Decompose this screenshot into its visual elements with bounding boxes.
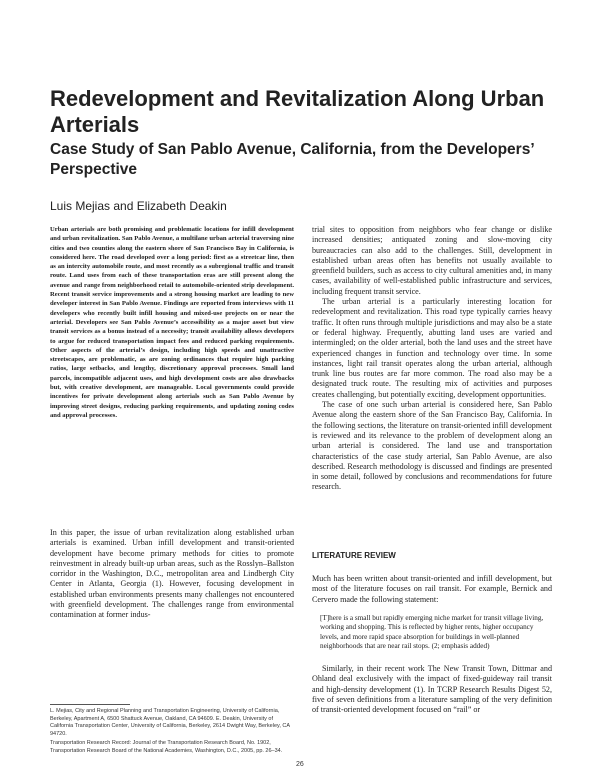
page-number: 26: [296, 761, 304, 768]
intro-paragraph: [50, 528, 294, 621]
literature-intro-text: Much has been written about transit-oriented and infill development, but most of the literature focuses on rail transit. For example, Bernick and Cervero made the following statement:: [312, 574, 552, 604]
literature-review-continued: [312, 664, 552, 715]
section-heading-literature-review: LITERATURE REVIEW: [312, 551, 396, 560]
body-paragraph-2: The urban arterial is a particularly interesting location for redevelopment and revitalization. This road type typically carries heavy traffic. It often runs through multiple jurisdictions and may also be a state or federal highway. Frequently, abutting land uses are varied and intermingled; on the older arterial, both the land uses and the street have experienced changes in function and technology over time. In some instances, light rail transit operates along the urban arterial, although trunk line bus routes are far more common. The road also may be a designated truck route. The resulting mix of activities and purposes creates challenging, but potentially exciting, development opportunities.: [312, 297, 552, 399]
abstract-text: Urban arterials are both promising and problematic locations for infill development and urban revitalization. San Pablo Avenue, a multilane urban arterial traversing nine cities and two counties along the eastern shore of San Francisco Bay in California, is considered here. The road developed over a long period: first as a streetcar line, then as an intercity automobile route, and most recently as a subregional traffic and transit route. Land uses from each of these transportation eras are still present along the avenue and range from neighborhood retail to automobile-oriented strip development. Recent transit service improvements and a strong housing market are leading to new developer interest in San Pablo Avenue. Findings are reported from interviews with 11 developers who recently built infill housing and mixed-use projects on or near the arterial. Developers see San Pablo Avenue’s accessibility as a major asset but view transit services as a bonus instead of a necessity; transit availability allows developers to argue for reduced transportation impact fees and reduced parking requirements. Other aspects of the arterial’s design, including high speeds and unattractive streetscapes, are problematic, as are zoning ordinances that require high parking ratios, large setbacks, and lengthy, discretionary approval processes. Small land parcels, incompatible adjacent uses, and high development costs are also drawbacks but, with creative development, are manageable. Local governments could provide incentives for private development along arterials such as San Pablo Avenue by improving street designs, reducing parking requirements, and updating zoning codes and approval processes.: [50, 226, 294, 419]
right-column-body: [312, 225, 552, 493]
article-title: Redevelopment and Revitalization Along Urban Arterials: [50, 86, 545, 137]
article-authors: Luis Mejias and Elizabeth Deakin: [50, 199, 227, 213]
author-affiliations: L. Mejias, City and Regional Planning and Transportation Engineering, University of California, Berkeley, Apartment A, 6500 Shattuck Avenue, Oakland, CA 94609. E. Deakin, University of California Transportation Center, University of California, Berkeley, 2614 Dwight Way, Berkeley, CA 94720.: [50, 708, 290, 737]
body-paragraph-3: The case of one such urban arterial is considered here, San Pablo Avenue along the eastern shore of the San Francisco Bay, California. In the following sections, the literature on transit-oriented infill development is reviewed and its relevance to the problem of development along an urban arterial is considered. The land use and transportation characteristics of the case study arterial, San Pablo Avenue, are also described. Research methodology is discussed and findings are presented in some detail, followed by conclusions and recommendations for future research.: [312, 400, 552, 492]
literature-review-intro: [312, 574, 552, 605]
body-paragraph-1: trial sites to opposition from neighbors who fear change or dislike increased densities; antiquated zoning and slow-moving city bureaucracies can also add to the challenges. Still, development in established urban areas often has benefits not usually available to greenfield builders, such as access to city cultural amenities and, in many cases, availability of well-established public infrastructure and services, including frequent transit service.: [312, 225, 552, 296]
footnote-divider: [50, 704, 130, 705]
literature-continued-text: Similarly, in their recent work The New Transit Town, Dittmar and Ohland deal exclusively with the impact of fixed-guideway rail transit and high-density development (1). In TCRP Research Results Digest 52, five of seven definitions from a literature sampling of the very definition of transit-oriented development focused on “rail” or: [312, 664, 552, 715]
article-subtitle: Case Study of San Pablo Avenue, California, from the Developers’ Perspective: [50, 141, 534, 178]
journal-citation: Transportation Research Record: Journal of the Transportation Research Board, No. 1902, Transportation Research Board of the National Academies, Washington, D.C., 2005, pp. 26–34.: [50, 740, 283, 754]
block-quote: [T]here is a small but rapidly emerging niche market for transit village living, working and shopping. This is reflected by higher rents, higher occupancy levels, and more rapid space absorption for buildings in well-planned neighborhoods that are near rail stops. (2; emphasis added): [320, 614, 544, 650]
intro-text: In this paper, the issue of urban revitalization along established urban arterials is examined. Urban infill development and transit-oriented development have become primary methods for cities to promote reinvestment in already built-up urban areas, such as the Rosslyn–Ballston corridor in the Washington, D.C., metropolitan area and Lindbergh City Center in Atlanta, Georgia (1). However, focusing development in established urban environments presents many challenges not encountered with greenfield development. The challenges range from environmental contamination at former indus-: [50, 528, 294, 620]
